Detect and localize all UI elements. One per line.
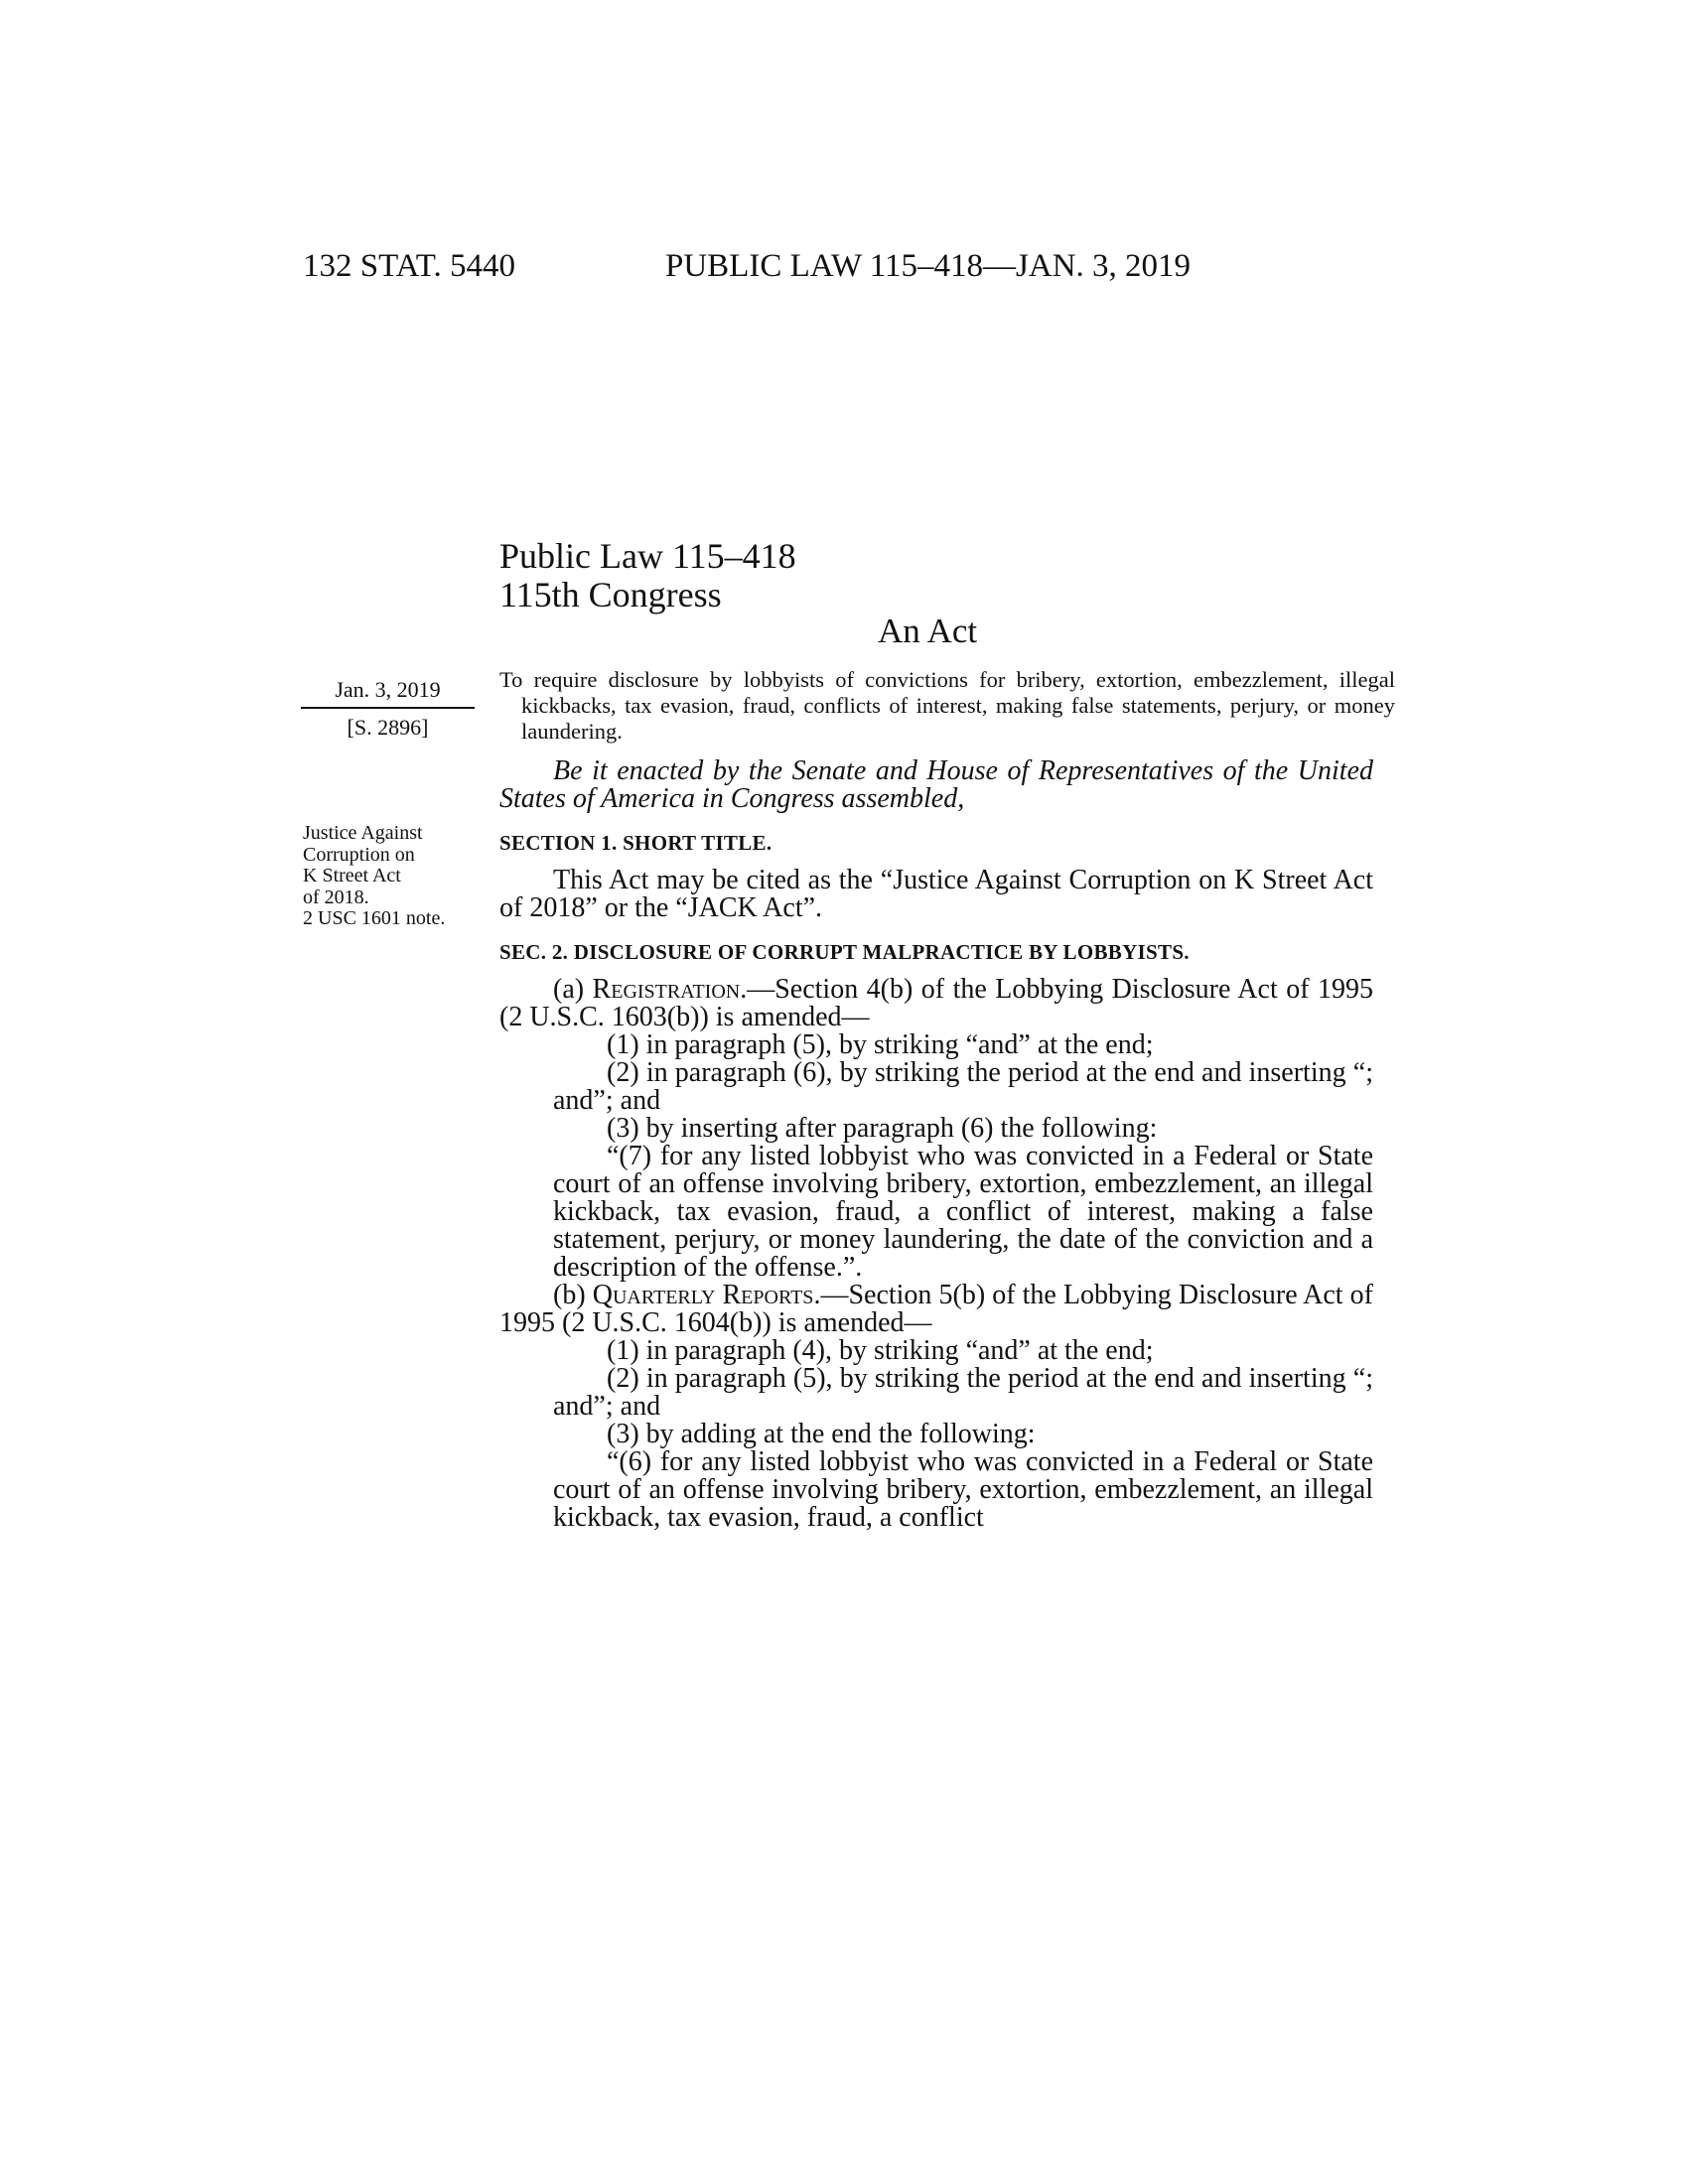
act-body (499, 757, 1373, 1532)
bill-number: [S. 2896] (347, 715, 429, 740)
subsection-b-label: (b) (553, 1280, 593, 1310)
subsection-a-caption: Registration (592, 974, 741, 1005)
inserted-quote: “(6) for any listed lobbyist who was convicted in a Federal or State court of an offense involving bribery, extortion, embezzlement, an illegal kickback, tax evasion, fraud, a conflict (553, 1446, 1373, 1533)
margin-note-line: 2 USC 1601 note. (303, 907, 446, 929)
margin-note-line: Corruption on (303, 843, 415, 866)
public-law-number: Public Law 115–418 (499, 536, 796, 576)
margin-note-line: Justice Against (303, 822, 423, 844)
subsection-a-text: .—Section 4(b) of the Lobbying Disclosure Act of 1995 (2 U.S.C. 1603(b)) is amended— (499, 974, 1373, 1032)
act-heading: An Act (878, 612, 978, 650)
congress-label: 115th Congress (499, 575, 722, 614)
margin-note (303, 823, 482, 930)
section-1-text: This Act may be cited as the “Justice Against Corruption on K Street Act of 2018” or the “JACK Act”. (499, 865, 1373, 923)
subsection-b (499, 1282, 1373, 1337)
enacting-clause: Be it enacted by the Senate and House of Representatives of the United States of America in Congress assembled, (499, 755, 1373, 814)
subsection-b-caption: Quarterly Reports (592, 1280, 814, 1310)
paragraph-item: (3) by adding at the end the following: (607, 1419, 1036, 1449)
paragraph-item: (1) in paragraph (4), by striking “and” at the end; (607, 1335, 1154, 1366)
enactment-date: Jan. 3, 2019 (301, 677, 475, 709)
section-1-heading: SECTION 1. SHORT TITLE. (499, 831, 773, 855)
subsection-b-text: .—Section 5(b) of the Lobbying Disclosure Act of 1995 (2 U.S.C. 1604(b)) is amended— (499, 1280, 1373, 1338)
inserted-quote: “(7) for any listed lobbyist who was convicted in a Federal or State court of an offense involving bribery, extortion, embezzlement, an illegal kickback, tax evasion, fraud, a conflict of interest, making a false statement, perjury, or money laundering, the date of the conviction and a description of the offense.”. (553, 1141, 1373, 1283)
margin-note-line: of 2018. (303, 886, 369, 908)
paragraph-item: (2) in paragraph (5), by striking the period at the end and inserting “; and”; and (553, 1363, 1373, 1422)
subsection-a-label: (a) (553, 974, 593, 1005)
subsection-a (499, 976, 1373, 1031)
section-2-heading: SEC. 2. DISCLOSURE OF CORRUPT MALPRACTICE BY LOBBYISTS. (499, 940, 1190, 964)
paragraph-item: (3) by inserting after paragraph (6) the following: (607, 1113, 1158, 1144)
running-header: PUBLIC LAW 115–418—JAN. 3, 2019 (665, 248, 1192, 284)
paragraph-item: (2) in paragraph (6), by striking the period at the end and inserting “; and”; and (553, 1057, 1373, 1116)
enactment-date-block (301, 677, 475, 741)
page-stat-citation: 132 STAT. 5440 (303, 248, 516, 284)
paragraph-item: (1) in paragraph (5), by striking “and” at the end; (607, 1029, 1154, 1060)
margin-note-line: K Street Act (303, 865, 401, 887)
long-title: To require disclosure by lobbyists of convictions for bribery, extortion, embezzlement, illegal kickbacks, tax evasion, fraud, conflicts of interest, making false statements, perjury, or money laundering. (499, 667, 1395, 744)
